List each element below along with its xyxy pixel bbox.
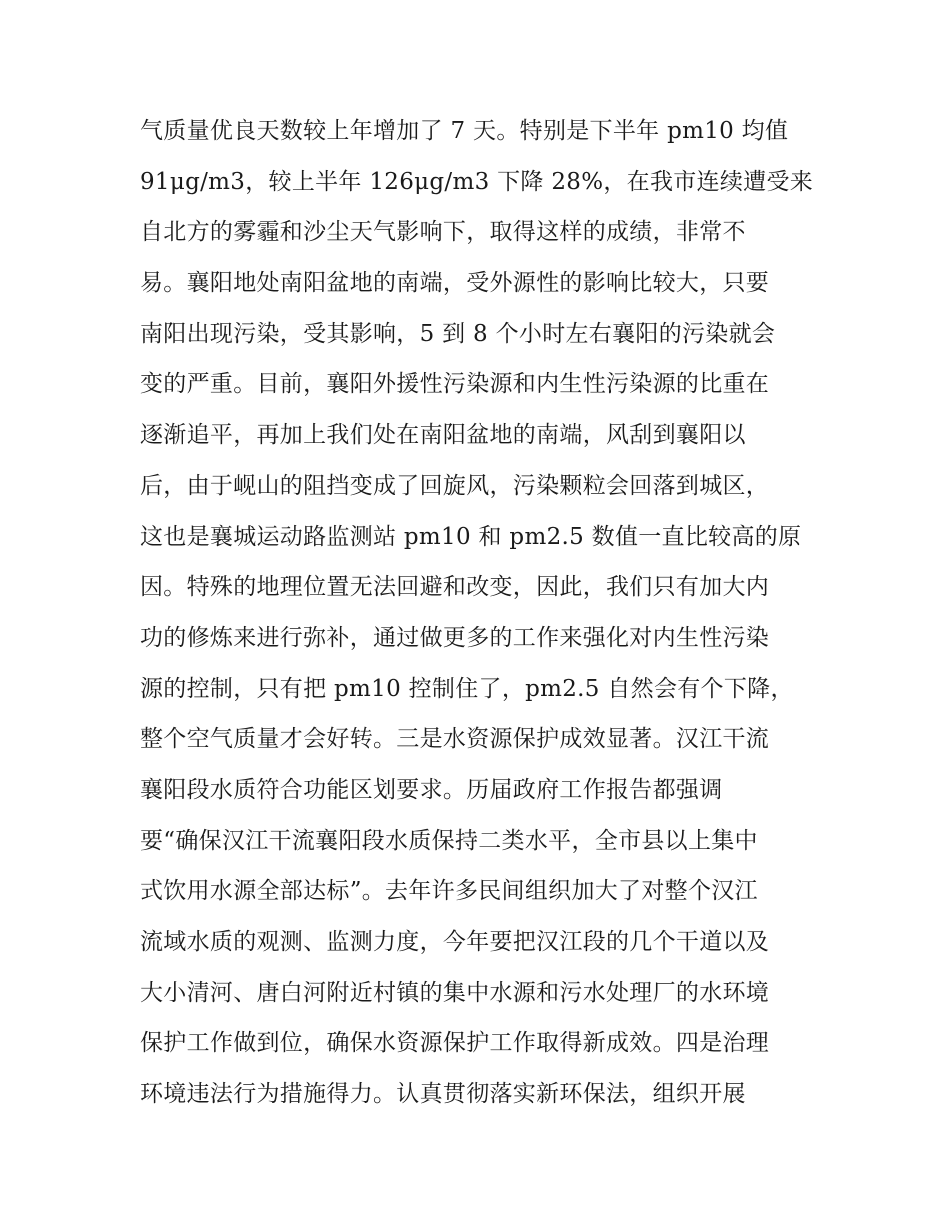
text-line: 式饮用水源全部达标”。去年许多民间组织加大了对整个汉江 bbox=[140, 878, 758, 905]
text-line: 因。特殊的地理位置无法回避和改变，因此，我们只有加大内 bbox=[140, 574, 770, 601]
text-line: 环境违法行为措施得力。认真贯彻落实新环保法，组织开展 bbox=[140, 1081, 746, 1108]
text-line: 后，由于岘山的阻挡变成了回旋风，污染颗粒会回落到城区， bbox=[140, 472, 770, 499]
text-line: 功的修炼来进行弥补，通过做更多的工作来强化对内生性污染 bbox=[140, 624, 770, 651]
text-line: 易。襄阳地处南阳盆地的南端，受外源性的影响比较大，只要 bbox=[140, 270, 770, 297]
text-line: 源的控制，只有把 pm10 控制住了，pm2.5 自然会有个下降， bbox=[140, 675, 794, 702]
text-line: 襄阳段水质符合功能区划要求。历届政府工作报告都强调 bbox=[140, 776, 723, 803]
text-line: 91μg/m3，较上半年 126μg/m3 下降 28%，在我市连续遭受来 bbox=[140, 168, 814, 195]
text-line: 保护工作做到位，确保水资源保护工作取得新成效。四是治理 bbox=[140, 1030, 770, 1057]
text-line: 这也是襄城运动路监测站 pm10 和 pm2.5 数值一直比较高的原 bbox=[140, 523, 802, 550]
text-line: 大小清河、唐白河附近村镇的集中水源和污水处理厂的水环境 bbox=[140, 979, 770, 1006]
text-line: 变的严重。目前，襄阳外援性污染源和内生性污染源的比重在 bbox=[140, 371, 770, 398]
text-line: 流域水质的观测、监测力度，今年要把汉江段的几个干道以及 bbox=[140, 929, 770, 955]
text-line: 气质量优良天数较上年增加了 7 天。特别是下半年 pm10 均值 bbox=[140, 118, 789, 144]
text-line: 逐渐追平，再加上我们处在南阳盆地的南端，风刮到襄阳以 bbox=[140, 422, 746, 449]
text-line: 整个空气质量才会好转。三是水资源保护成效显著。汉江干流 bbox=[140, 726, 770, 753]
text-line: 南阳出现污染，受其影响，5 到 8 个小时左右襄阳的污染就会 bbox=[140, 320, 776, 347]
body-paragraph bbox=[140, 106, 830, 1120]
text-line: 要“确保汉江干流襄阳段水质保持二类水平，全市县以上集中 bbox=[140, 827, 758, 854]
text-line: 自北方的雾霾和沙尘天气影响下，取得这样的成绩，非常不 bbox=[140, 219, 746, 246]
